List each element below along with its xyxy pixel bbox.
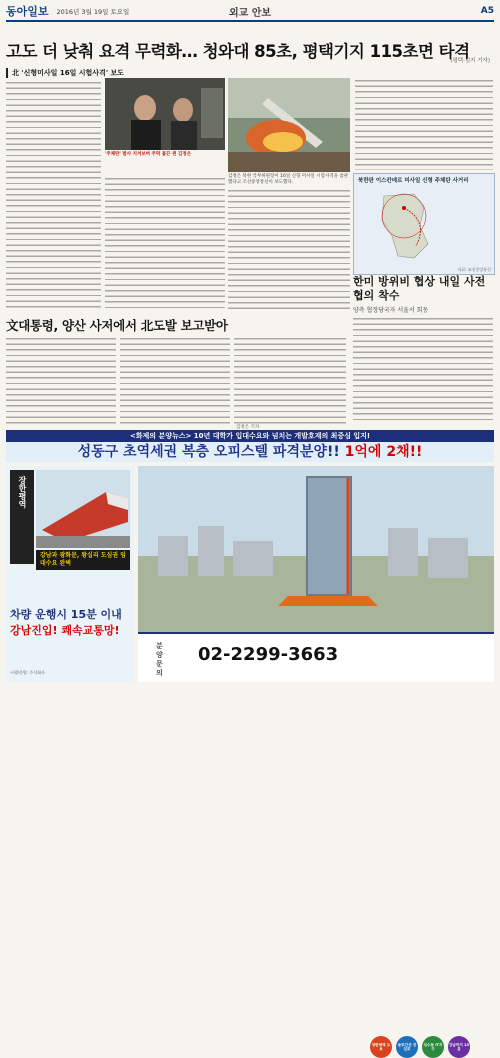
range-infographic — [353, 173, 495, 275]
badge-1: 장한평역 도보 — [370, 1036, 392, 1058]
second-story-column-2 — [120, 336, 230, 424]
main-story-column-1 — [6, 80, 101, 310]
train-illustration — [36, 470, 130, 548]
second-story-column-1 — [6, 336, 116, 424]
ad-highlight-2: 강남진입! 쾌속교통망! — [10, 624, 120, 637]
station-name: 장한평역 — [18, 476, 27, 508]
ad-left-panel — [6, 466, 134, 682]
photo-caption-right: 김정은 북한 국무위원장이 16일 신형 미사일 시험사격을 참관했다고 조선중앙통신이 보도했다. — [228, 174, 349, 185]
section-title: 외교 안보 — [228, 7, 272, 19]
ad-city-render — [138, 466, 494, 632]
badge-4: 강남까지 15분 — [448, 1036, 470, 1058]
infographic-map — [354, 186, 494, 266]
badge-2: 동부간선 진입로 — [396, 1036, 418, 1058]
photo-missile-launch — [228, 78, 350, 172]
side-subhead: 양측 협정당국자 서울서 회동 — [353, 307, 429, 314]
ad-footer-text: 시행/분양: 주식회사 — [10, 670, 45, 675]
masthead — [6, 2, 494, 22]
photo-kim-jong-un — [105, 78, 225, 150]
second-headline: 文대통령, 양산 사저에서 北도발 보고받아 — [6, 318, 228, 333]
headline-credit: (평택·김지 기자) — [450, 58, 490, 64]
ad-title-accent: 1억에 2채!! — [344, 444, 423, 460]
main-headline: 고도 더 낮춰 요격 무력화… 청와대 85초, 평택기지 115초면 타격 — [6, 42, 470, 61]
ad-title — [6, 442, 494, 462]
page-number: A5 — [480, 6, 494, 16]
caption-left-title: '주체탄' 발사 지켜보며 주먹 불끈 쥔 김정은 — [105, 152, 192, 157]
ad-contact-bar — [138, 632, 494, 682]
ad-highlight-1: 차량 운행시 15분 이내 — [10, 608, 122, 621]
second-story-column-3 — [234, 336, 346, 424]
ad-banner: <화제의 분양뉴스> 10년 대학가 입대수요와 넘치는 개발호재의 최중심 입지! — [6, 430, 494, 442]
main-story-column-2 — [105, 176, 225, 310]
infographic-title: 북한판 이스칸데르 미사일 신형 주체탄 사거리 — [358, 178, 469, 184]
ad-feature-box: 강남과 광화문, 왕십리 도심권 임대수요 완벽 — [36, 550, 130, 570]
ad-phone-number[interactable]: 02-2299-3663 — [198, 644, 339, 665]
ad-phone-label: 분양문의 — [156, 642, 163, 677]
paper-logo: 동아일보 — [6, 5, 49, 18]
badge-3: 성수동 IT지구 — [422, 1036, 444, 1058]
main-story-column-4 — [355, 78, 493, 170]
ad-title-main: 성동구 초역세권 복층 오피스텔 파격분양!! — [77, 444, 340, 460]
second-story-byline: 김정은 기자 — [236, 425, 260, 430]
photo-caption-left — [105, 152, 225, 158]
main-story-column-3 — [228, 188, 350, 310]
side-headline: 한미 방위비 협상 내일 사전협의 착수 — [353, 275, 486, 302]
station-sign — [10, 470, 34, 564]
infographic-source: 자료: 조선중앙통신 — [457, 267, 491, 272]
main-subhead: 北 '신형미사일 16일 시험사격' 보도 — [6, 68, 124, 78]
issue-date: 2016년 3월 19일 토요일 — [56, 7, 130, 16]
side-story-text — [353, 316, 493, 424]
